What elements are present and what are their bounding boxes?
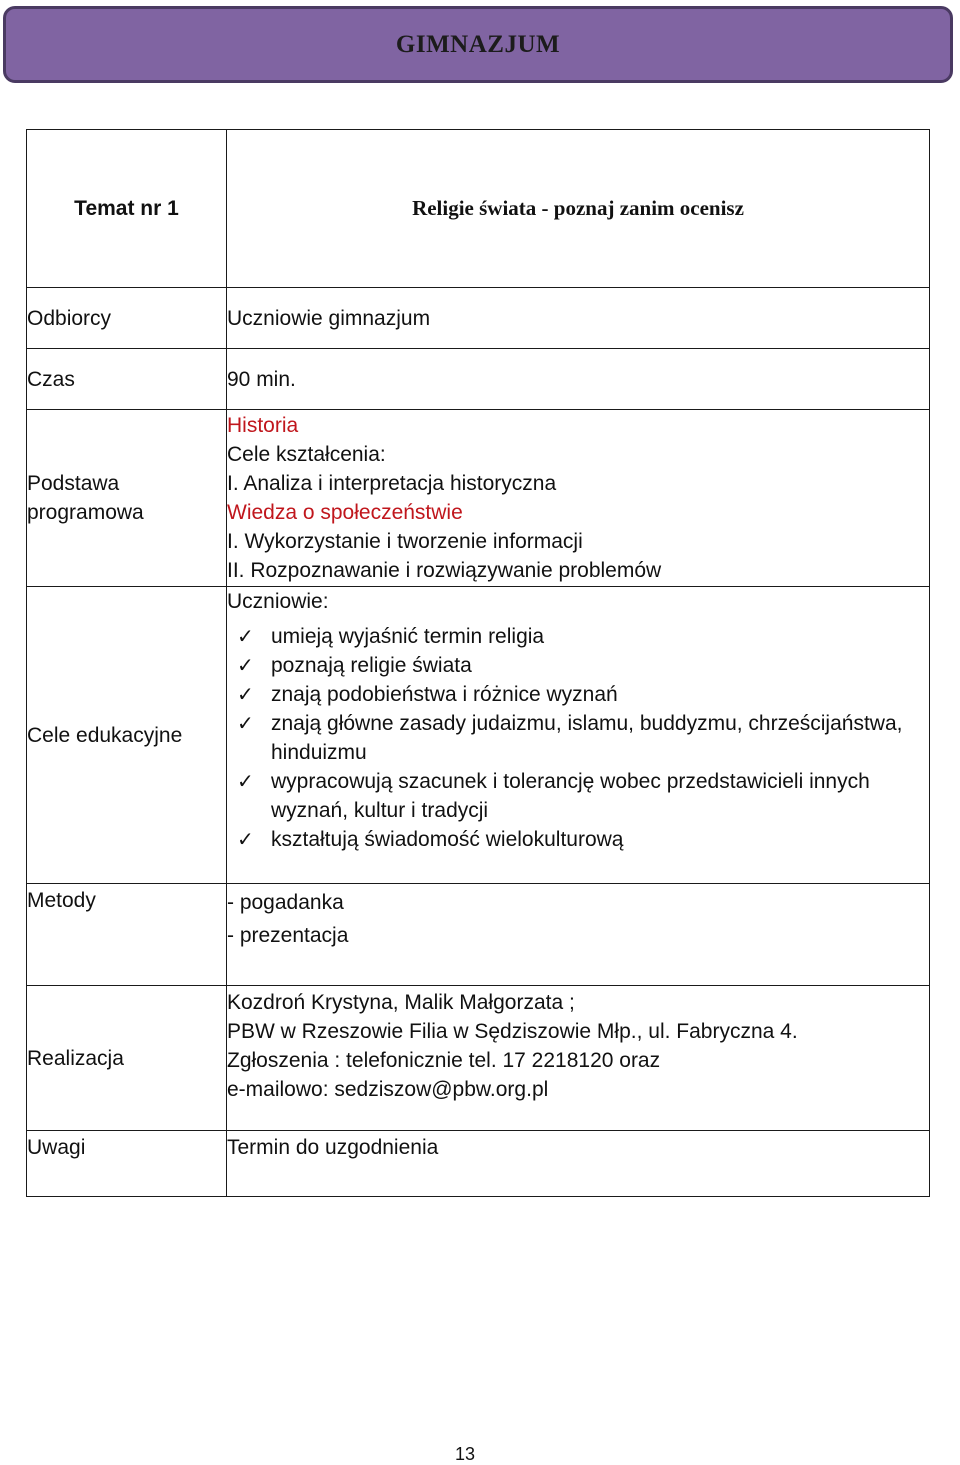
goals-label: Cele edukacyjne: [27, 587, 227, 884]
goals-row: [27, 587, 930, 884]
check-icon: ✓: [237, 769, 254, 793]
goal-text: znają główne zasady judaizmu, islamu, buddyzmu, chrześcijaństwa, hinduizmu: [271, 712, 903, 764]
curriculum-subject-civics: Wiedza o społeczeństwie: [227, 501, 463, 524]
time-label: Czas: [27, 349, 227, 410]
realization-row: [27, 986, 930, 1131]
check-icon: ✓: [237, 624, 254, 648]
curriculum-line: II. Rozpoznawanie i rozwiązywanie problemów: [227, 559, 662, 582]
audience-label: Odbiorcy: [27, 288, 227, 349]
curriculum-subject-history: Historia: [227, 414, 299, 437]
goals-list: [227, 622, 929, 854]
check-icon: ✓: [237, 682, 254, 706]
curriculum-line: I. Wykorzystanie i tworzenie informacji: [227, 530, 583, 553]
page-number: 13: [454, 1444, 476, 1464]
header-banner: [3, 6, 953, 83]
curriculum-line: I. Analiza i interpretacja historyczna: [227, 472, 557, 495]
list-item: [237, 680, 929, 709]
time-row: [27, 349, 930, 410]
lesson-table: [26, 129, 930, 1197]
method-item: - pogadanka: [227, 891, 344, 914]
check-icon: ✓: [237, 711, 254, 735]
banner-title: GIMNAZJUM: [395, 30, 561, 58]
realization-line: Kozdroń Krystyna, Malik Małgorzata ;: [227, 991, 575, 1014]
list-item: [237, 825, 929, 854]
goal-text: umieją wyjaśnić termin religia: [271, 625, 545, 648]
goal-text: znają podobieństwa i różnice wyznań: [271, 683, 618, 706]
realization-email: e-mailowo: sedziszow@pbw.org.pl: [227, 1078, 549, 1101]
realization-line: Zgłoszenia : telefonicznie tel. 17 2218120 oraz: [227, 1049, 661, 1072]
list-item: [237, 767, 929, 825]
curriculum-line: Cele kształcenia:: [227, 443, 386, 466]
time-value: 90 min.: [227, 349, 930, 410]
topic-label: Temat nr 1: [27, 130, 227, 288]
realization-label: Realizacja: [27, 986, 227, 1131]
check-icon: ✓: [237, 827, 254, 851]
audience-row: [27, 288, 930, 349]
curriculum-label-line1: Podstawa: [27, 472, 120, 495]
curriculum-label-line2: programowa: [27, 501, 144, 524]
notes-row: [27, 1131, 930, 1197]
realization-value: [227, 986, 930, 1131]
list-item: [237, 622, 929, 651]
list-item: [237, 651, 929, 680]
topic-title: Religie świata - poznaj zanim ocenisz: [227, 130, 930, 288]
method-item: - prezentacja: [227, 924, 349, 947]
audience-value: Uczniowie gimnazjum: [227, 288, 930, 349]
goals-intro: Uczniowie:: [227, 590, 329, 613]
check-icon: ✓: [237, 653, 254, 677]
curriculum-row: [27, 410, 930, 587]
methods-value: [227, 884, 930, 986]
methods-row: [27, 884, 930, 986]
goal-text: poznają religie świata: [271, 654, 472, 677]
methods-label: Metody: [27, 884, 227, 986]
goals-value: [227, 587, 930, 884]
curriculum-value: [227, 410, 930, 587]
goal-text: wypracowują szacunek i tolerancję wobec przedstawicieli innych wyznań, kultur i tradycji: [271, 770, 870, 822]
notes-value: Termin do uzgodnienia: [227, 1131, 930, 1197]
topic-row: [27, 130, 930, 288]
notes-label: Uwagi: [27, 1131, 227, 1197]
realization-line: PBW w Rzeszowie Filia w Sędziszowie Młp., ul. Fabryczna 4.: [227, 1020, 798, 1043]
curriculum-label: [27, 410, 227, 587]
list-item: [237, 709, 929, 767]
goal-text: kształtują świadomość wielokulturową: [271, 828, 624, 851]
